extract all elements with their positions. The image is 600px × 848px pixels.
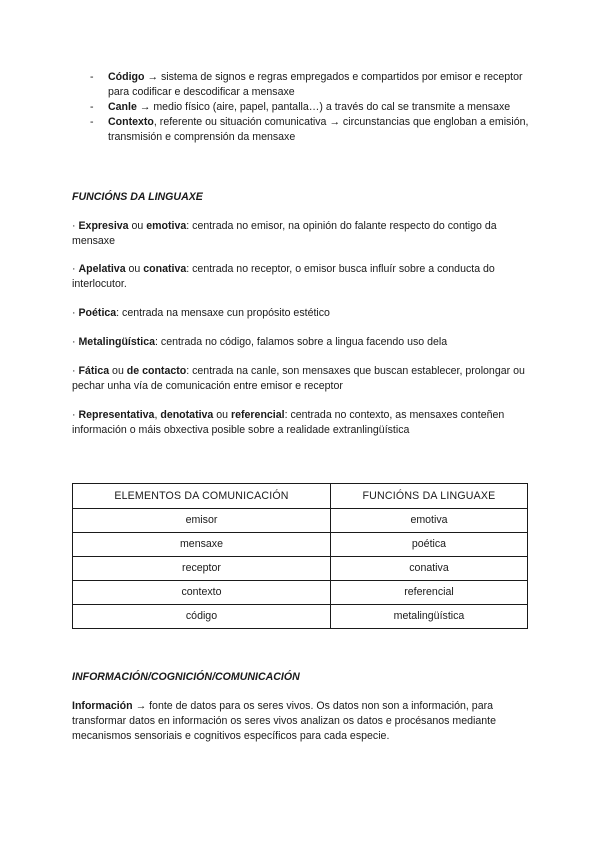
table-cell: metalingüística: [330, 605, 527, 629]
table-cell: conativa: [330, 557, 527, 581]
table-row: [73, 581, 528, 605]
function-paragraph: · Poética: centrada na mensaxe cun propósito estético: [72, 307, 330, 319]
table-cell: contexto: [73, 581, 331, 605]
list-item: - Canle → medio físico (aire, papel, pantalla…) a través do cal se transmite a mensaxe: [90, 101, 511, 113]
term: referencial: [231, 409, 285, 421]
column-header: ELEMENTOS DA COMUNICACIÓN: [73, 484, 331, 509]
table-cell: poética: [330, 533, 527, 557]
table-row: [73, 509, 528, 533]
table-cell: código: [73, 605, 331, 629]
term: Contexto: [108, 116, 154, 128]
term: Poética: [78, 307, 117, 319]
term: Apelativa: [78, 263, 126, 275]
term: Metalingüística: [78, 336, 156, 348]
table-row: [73, 605, 528, 629]
table-header-row: [73, 484, 528, 509]
table-cell: emotiva: [330, 509, 527, 533]
table-cell: emisor: [73, 509, 331, 533]
function-paragraph: · Expresiva ou emotiva: centrada no emisor, na opinión do falante respecto do contigo da mensaxe: [72, 220, 497, 247]
list-item: - Código → sistema de signos e regras empregados e compartidos por emisor e receptor para codificar e descodificar a mensaxe: [90, 71, 523, 98]
term: Expresiva: [78, 220, 129, 232]
term: Código: [108, 71, 145, 83]
term: Representativa: [78, 409, 155, 421]
list-item: - Contexto, referente ou situación comunicativa → circunstancias que engloban a emisión, transmisión e comprensión da mensaxe: [90, 116, 529, 143]
table-cell: mensaxe: [73, 533, 331, 557]
function-paragraph: · Apelativa ou conativa: centrada no receptor, o emisor busca influír sobre a conducta do interlocutor.: [72, 263, 495, 290]
information-paragraph: Información → fonte de datos para os seres vivos. Os datos non son a información, para transformar datos en información os seres vivos analizan os datos e procésanos mediante mecanismos sensoriais e cognitivos específicos para cada especie.: [72, 700, 496, 742]
section-heading-information: INFORMACIÓN/COGNICIÓN/COMUNICACIÓN: [72, 671, 300, 683]
definitions-list: [90, 70, 530, 145]
term: conativa: [143, 263, 187, 275]
section-heading-functions: FUNCIÓNS DA LINGUAXE: [72, 191, 203, 203]
function-paragraph: · Fática ou de contacto: centrada na canle, son mensaxes que buscan establecer, prolongar ou pechar unha vía de comunicación entre emisor e receptor: [72, 365, 525, 392]
elements-functions-table: [72, 483, 528, 629]
function-paragraph: · Representativa, denotativa ou referencial: centrada no contexto, as mensaxes conteñen información o máis obxectiva posible sobre a realidade extranlingüística: [72, 409, 505, 436]
term: emotiva: [146, 220, 187, 232]
table-row: [73, 557, 528, 581]
table-cell: receptor: [73, 557, 331, 581]
term: Canle: [108, 101, 137, 113]
term: Fática: [78, 365, 110, 377]
table-cell: referencial: [330, 581, 527, 605]
column-header: FUNCIÓNS DA LINGUAXE: [330, 484, 527, 509]
term: de contacto: [126, 365, 187, 377]
term: denotativa: [160, 409, 214, 421]
function-paragraph: · Metalingüística: centrada no código, falamos sobre a lingua facendo uso dela: [72, 336, 448, 348]
term: Información: [72, 700, 133, 712]
table-row: [73, 533, 528, 557]
